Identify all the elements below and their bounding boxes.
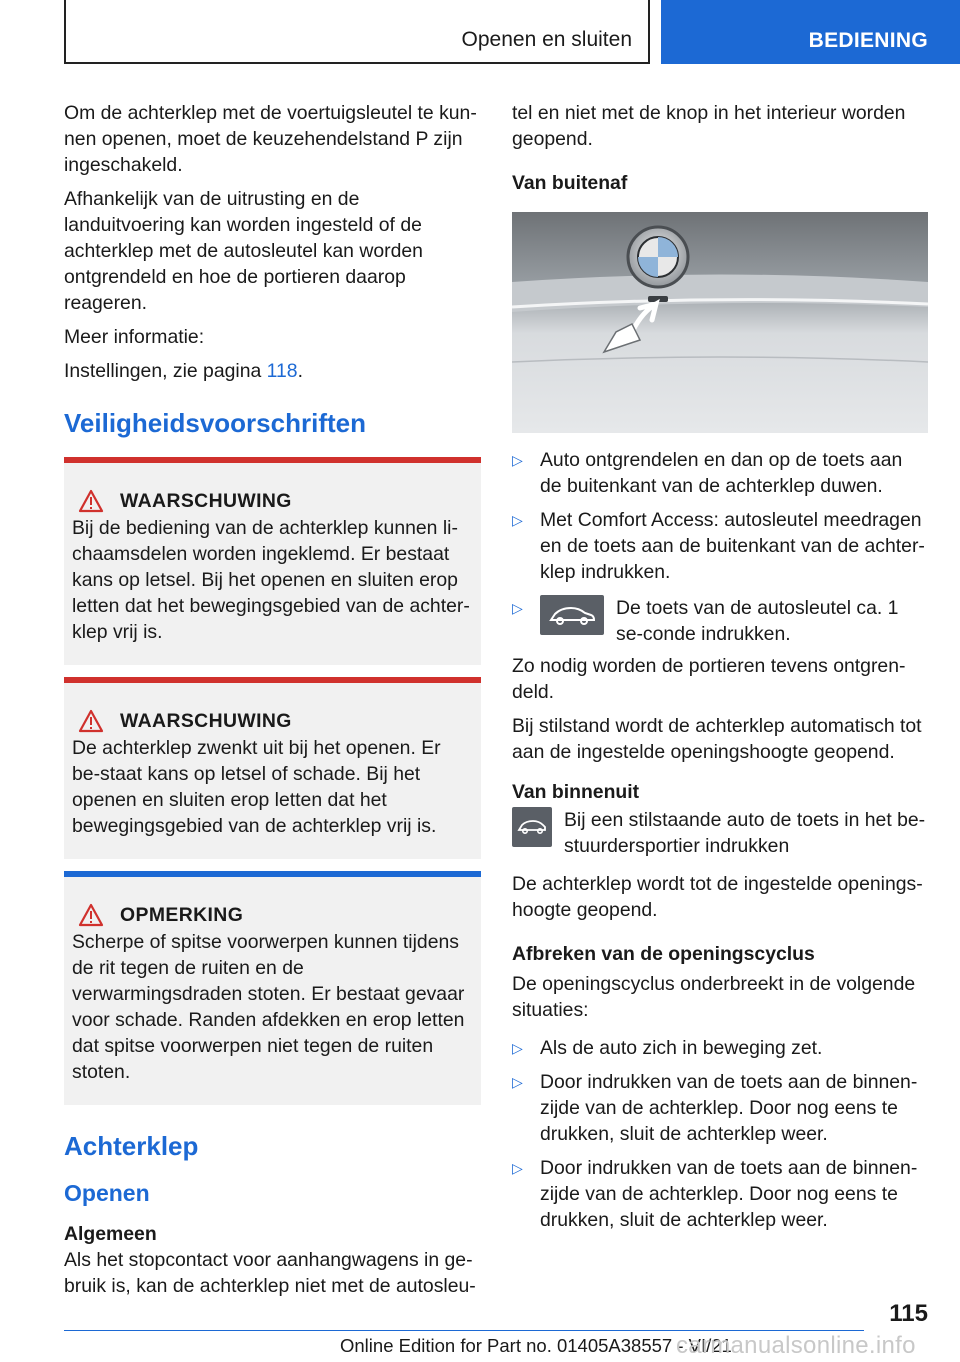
paragraph: De openingscyclus onderbreekt in de volgende situaties: bbox=[512, 973, 916, 1021]
section-heading: Achterklep bbox=[64, 1131, 199, 1161]
note-box bbox=[64, 871, 481, 1105]
list-item bbox=[512, 1069, 928, 1147]
list-item bbox=[512, 1155, 928, 1233]
list-item bbox=[512, 507, 928, 585]
list-item-text: De toets van de autosleutel ca. 1 se-conde indrukken. bbox=[616, 597, 899, 645]
paragraph: Zo nodig worden de portieren tevens ontgren-deld. bbox=[512, 655, 906, 703]
warning-icon bbox=[78, 709, 104, 733]
page-number: 115 bbox=[889, 1300, 928, 1327]
sub-heading: Van buitenaf bbox=[512, 172, 628, 194]
sub-heading: Van binnenuit bbox=[512, 781, 640, 803]
paragraph: tel en niet met de knop in het interieur worden geopend. bbox=[512, 102, 906, 150]
paragraph: Als het stopcontact voor aanhangwagens in ge-bruik is, kan de achterklep niet met de autosleu- bbox=[64, 1249, 476, 1297]
page-link[interactable]: 118 bbox=[266, 360, 298, 382]
bullet-icon: ▷ bbox=[512, 452, 523, 468]
section-heading: Veiligheidsvoorschriften bbox=[64, 408, 366, 438]
sub-heading: Afbreken van de openingscyclus bbox=[512, 943, 815, 965]
list-item-text: Als de auto zich in beweging zet. bbox=[540, 1037, 823, 1059]
paragraph: De achterklep wordt tot de ingestelde openings-hoogte geopend. bbox=[512, 873, 923, 921]
warning-box bbox=[64, 457, 481, 665]
bullet-icon: ▷ bbox=[512, 600, 523, 616]
paragraph: Afhankelijk van de uitrusting en de landuitvoering kan worden ingesteld of de achterklep met de autosleutel kan worden ontgrendeld en hoe de portieren daarop reageren. bbox=[64, 188, 423, 314]
warning-icon bbox=[78, 489, 104, 513]
header-title-tab bbox=[64, 0, 650, 64]
warning-title: WAARSCHUWING bbox=[120, 709, 292, 732]
footer-edition: Online Edition for Part no. 01405A38557 - VI/21 bbox=[340, 1335, 732, 1356]
note-title: OPMERKING bbox=[120, 903, 244, 926]
watermark: carmanualsonline.info bbox=[676, 1332, 916, 1359]
tailgate-button-photo bbox=[512, 212, 928, 433]
list-item-text: Door indrukken van de toets aan de binnen-zijde van de achterklep. Door nog eens te drukken, sluit de achterklep weer. bbox=[540, 1157, 918, 1231]
inside-instruction bbox=[512, 807, 928, 859]
header-section-tab bbox=[661, 0, 960, 64]
right-column bbox=[512, 100, 928, 1233]
note-text: Scherpe of spitse voorwerpen kunnen tijdens de rit tegen de ruiten en de verwarmingsdraden stoten. Er bestaat gevaar voor schade. Randen afdekken en erop letten dat spitse voorwerpen niet tegen de ruiten stoten. bbox=[72, 931, 465, 1083]
reference-text: Instellingen, zie pagina bbox=[64, 360, 267, 382]
paragraph-reference bbox=[64, 358, 481, 384]
warning-icon bbox=[78, 903, 104, 927]
list-item bbox=[512, 595, 928, 647]
header-section: BEDIENING bbox=[808, 29, 928, 52]
left-column bbox=[64, 100, 481, 1299]
paragraph: Om de achterklep met de voertuigsleutel te kun-nen openen, moet de keuzehendelstand P zijn ingeschakeld. bbox=[64, 102, 477, 176]
warning-box bbox=[64, 677, 481, 859]
list-item-text: Auto ontgrendelen en dan op de toets aan de buitenkant van de achterklep duwen. bbox=[540, 449, 903, 497]
header-title: Openen en sluiten bbox=[461, 28, 632, 51]
car-key-button-icon bbox=[540, 595, 604, 635]
sub-heading: Algemeen bbox=[64, 1223, 157, 1245]
bullet-icon: ▷ bbox=[512, 512, 523, 528]
list-item bbox=[512, 447, 928, 499]
warning-text: Bij de bediening van de achterklep kunnen li-chaamsdelen worden ingeklemd. Er bestaat kans op letsel. Bij het openen en sluiten erop letten dat het bewegingsgebied van de achter-klep vrij is. bbox=[72, 517, 470, 643]
warning-title: WAARSCHUWING bbox=[120, 489, 292, 512]
tailgate-button-icon bbox=[512, 807, 552, 847]
list-item-text: Door indrukken van de toets aan de binnen-zijde van de achterklep. Door nog eens te drukken, sluit de achterklep weer. bbox=[540, 1071, 918, 1145]
bullet-icon: ▷ bbox=[512, 1160, 523, 1176]
reference-suffix: . bbox=[297, 360, 303, 382]
bullet-icon: ▷ bbox=[512, 1074, 523, 1090]
subsection-heading: Openen bbox=[64, 1180, 150, 1206]
bullet-icon: ▷ bbox=[512, 1040, 523, 1056]
warning-text: De achterklep zwenkt uit bij het openen. Er be-staat kans op letsel of schade. Bij het openen en sluiten erop letten dat het bewegingsgebied van de achterklep vrij is. bbox=[72, 737, 441, 837]
instruction-text: Bij een stilstaande auto de toets in het be-stuurdersportier indrukken bbox=[564, 809, 926, 857]
list-item-text: Met Comfort Access: autosleutel meedragen en de toets aan de buitenkant van de achter-klep indrukken. bbox=[540, 509, 925, 583]
paragraph: Meer informatie: bbox=[64, 326, 205, 348]
list-item bbox=[512, 1035, 928, 1061]
paragraph: Bij stilstand wordt de achterklep automatisch tot aan de ingestelde openingshoogte geopend. bbox=[512, 715, 922, 763]
footer-divider bbox=[64, 1330, 864, 1331]
